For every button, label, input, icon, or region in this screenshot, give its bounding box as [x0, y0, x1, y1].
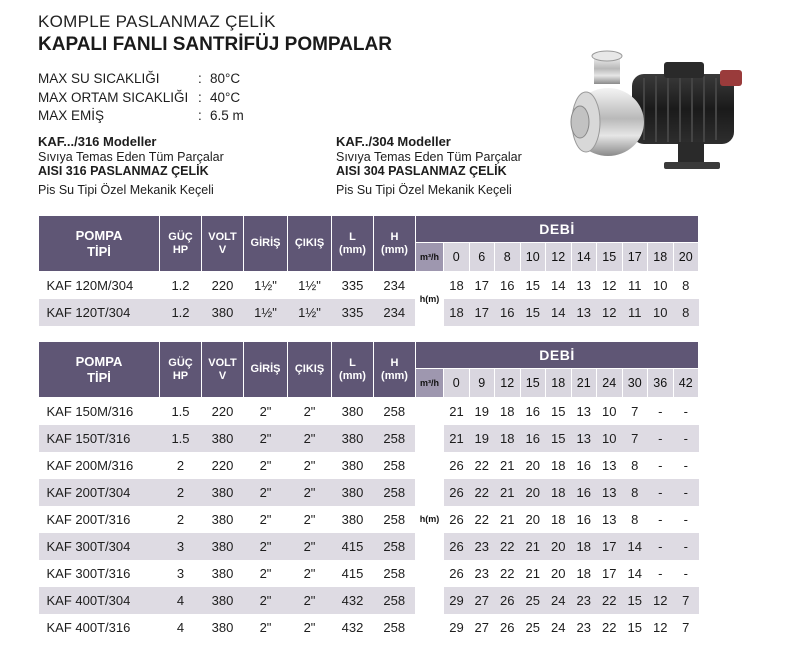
length-cell: 415 [332, 533, 374, 560]
head-value: 14 [622, 533, 648, 560]
head-value: 8 [673, 299, 699, 326]
head-value: 13 [571, 299, 597, 326]
head-unit-label: h(m) [416, 398, 444, 641]
head-value: 22 [469, 452, 495, 479]
table-row [39, 299, 699, 326]
model-cell: KAF 120T/304 [39, 299, 160, 326]
volt-cell: 380 [202, 587, 244, 614]
head-value: 24 [546, 614, 572, 641]
header-text: H [390, 356, 399, 369]
head-value: 22 [469, 506, 495, 533]
model-cell: KAF 200T/304 [39, 479, 160, 506]
height-cell: 258 [374, 452, 416, 479]
length-cell: 432 [332, 587, 374, 614]
head-value: 20 [520, 452, 546, 479]
head-value: 13 [571, 272, 597, 299]
head-value: 13 [571, 398, 597, 425]
head-value: 22 [469, 479, 495, 506]
volt-cell: 380 [202, 560, 244, 587]
head-value: 8 [673, 272, 699, 299]
length-cell: 432 [332, 614, 374, 641]
head-value: - [673, 533, 699, 560]
model-title: KAF../304 Modeller [336, 134, 451, 149]
head-value: - [648, 533, 674, 560]
length-cell: 335 [332, 272, 374, 299]
header-text: HP [172, 243, 189, 256]
inlet-cell: 2" [244, 614, 288, 641]
pump-table-1 [38, 215, 699, 326]
header-text: POMPA [75, 353, 123, 369]
flow-value: 42 [673, 369, 699, 398]
head-value: - [648, 506, 674, 533]
head-value: 10 [597, 425, 623, 452]
column-header-inlet: GİRİŞ [244, 216, 288, 272]
head-value: - [648, 479, 674, 506]
column-header-debi: DEBİ [416, 342, 699, 369]
inlet-cell: 2" [244, 533, 288, 560]
flow-value: 6 [469, 243, 495, 272]
head-value: 7 [673, 587, 699, 614]
flow-value: 21 [571, 369, 597, 398]
flow-value: 12 [495, 369, 521, 398]
column-header-outlet: ÇIKIŞ [288, 216, 332, 272]
head-value: 15 [546, 425, 572, 452]
inlet-cell: 2" [244, 479, 288, 506]
head-value: - [673, 398, 699, 425]
column-header-length [332, 216, 374, 272]
head-value: 22 [597, 587, 623, 614]
head-value: 20 [520, 506, 546, 533]
header-text: GÜÇ [168, 356, 193, 369]
head-value: 13 [597, 452, 623, 479]
header-text: (mm) [381, 243, 408, 256]
spec-list [38, 70, 244, 126]
model-title: KAF.../316 Modeller [38, 134, 157, 149]
outlet-cell: 1½" [288, 272, 332, 299]
head-value: 12 [648, 587, 674, 614]
spec-row [38, 107, 244, 126]
spec-value: 80°C [210, 71, 241, 86]
head-value: 21 [495, 479, 521, 506]
head-value: 21 [520, 560, 546, 587]
head-value: 15 [622, 614, 648, 641]
model-material: AISI 316 PASLANMAZ ÇELİK [38, 164, 209, 178]
column-header-height [374, 216, 416, 272]
head-value: - [673, 506, 699, 533]
flow-value: 20 [673, 243, 699, 272]
inlet-cell: 2" [244, 425, 288, 452]
head-value: 26 [495, 614, 521, 641]
outlet-cell: 2" [288, 560, 332, 587]
model-description: Sıvıya Temas Eden Tüm Parçalar [336, 149, 522, 164]
spec-value: 6.5 m [210, 108, 244, 123]
flow-value: 14 [571, 243, 597, 272]
head-value: 13 [597, 506, 623, 533]
head-value: 22 [495, 560, 521, 587]
pump-image [560, 50, 760, 190]
table-row [39, 425, 699, 452]
model-cell: KAF 150M/316 [39, 398, 160, 425]
outlet-cell: 2" [288, 425, 332, 452]
column-header-outlet: ÇIKIŞ [288, 342, 332, 398]
head-value: 16 [495, 299, 521, 326]
head-value: 10 [648, 299, 674, 326]
spec-label: MAX SU SICAKLIĞI [38, 71, 160, 86]
spec-row [38, 89, 244, 108]
model-info-304 [336, 135, 522, 197]
head-value: 27 [469, 614, 495, 641]
head-value: 13 [571, 425, 597, 452]
outlet-cell: 2" [288, 587, 332, 614]
head-value: 26 [444, 479, 470, 506]
model-description: Sıvıya Temas Eden Tüm Parçalar [38, 149, 224, 164]
flow-value: 30 [622, 369, 648, 398]
outlet-cell: 2" [288, 398, 332, 425]
head-value: 8 [622, 506, 648, 533]
head-value: 8 [622, 479, 648, 506]
volt-cell: 220 [202, 272, 244, 299]
table-row [39, 560, 699, 587]
height-cell: 258 [374, 425, 416, 452]
outlet-cell: 2" [288, 479, 332, 506]
head-value: - [648, 560, 674, 587]
head-value: 21 [495, 452, 521, 479]
head-value: 16 [495, 272, 521, 299]
height-cell: 234 [374, 272, 416, 299]
height-cell: 258 [374, 506, 416, 533]
length-cell: 380 [332, 425, 374, 452]
volt-cell: 220 [202, 452, 244, 479]
inlet-cell: 2" [244, 398, 288, 425]
head-value: - [673, 479, 699, 506]
outlet-cell: 2" [288, 506, 332, 533]
table-row [39, 587, 699, 614]
power-cell: 3 [160, 533, 202, 560]
head-value: 19 [469, 398, 495, 425]
length-cell: 380 [332, 452, 374, 479]
height-cell: 258 [374, 479, 416, 506]
volt-cell: 380 [202, 299, 244, 326]
header-text: L [349, 356, 356, 369]
length-cell: 380 [332, 479, 374, 506]
table-row [39, 506, 699, 533]
head-value: 10 [648, 272, 674, 299]
column-header-model [39, 342, 160, 398]
column-header-inlet: GİRİŞ [244, 342, 288, 398]
head-value: 24 [546, 587, 572, 614]
model-cell: KAF 120M/304 [39, 272, 160, 299]
column-header-model [39, 216, 160, 272]
head-value: 17 [597, 533, 623, 560]
table-row [39, 614, 699, 641]
header-text: V [218, 243, 227, 256]
volt-cell: 220 [202, 398, 244, 425]
head-value: 12 [597, 299, 623, 326]
head-value: 12 [597, 272, 623, 299]
column-header-power [160, 342, 202, 398]
head-value: - [648, 425, 674, 452]
head-value: - [648, 398, 674, 425]
power-cell: 4 [160, 614, 202, 641]
head-value: 16 [571, 452, 597, 479]
spec-separator: : [198, 108, 202, 123]
volt-cell: 380 [202, 425, 244, 452]
head-value: 18 [546, 452, 572, 479]
height-cell: 258 [374, 560, 416, 587]
header-text: (mm) [339, 243, 366, 256]
outlet-cell: 1½" [288, 299, 332, 326]
head-value: 7 [673, 614, 699, 641]
model-cell: KAF 150T/316 [39, 425, 160, 452]
flow-value: 18 [648, 243, 674, 272]
head-value: 12 [648, 614, 674, 641]
head-value: 10 [597, 398, 623, 425]
pump-table-2 [38, 341, 699, 641]
head-value: 15 [546, 398, 572, 425]
column-header-power [160, 216, 202, 272]
catalog-subtitle: KOMPLE PASLANMAZ ÇELİK [38, 12, 276, 31]
flow-value: 12 [546, 243, 572, 272]
head-value: 26 [444, 533, 470, 560]
header-text: (mm) [381, 369, 408, 382]
head-value: 25 [520, 587, 546, 614]
head-value: 29 [444, 587, 470, 614]
head-value: 23 [469, 533, 495, 560]
head-value: 18 [571, 533, 597, 560]
head-value: 18 [546, 506, 572, 533]
header-text: TİPİ [87, 369, 111, 385]
head-value: 16 [520, 398, 546, 425]
head-value: 17 [469, 272, 495, 299]
head-value: 14 [622, 560, 648, 587]
model-cell: KAF 200T/316 [39, 506, 160, 533]
table-row [39, 533, 699, 560]
model-cell: KAF 200M/316 [39, 452, 160, 479]
length-cell: 335 [332, 299, 374, 326]
spec-separator: : [198, 89, 202, 105]
volt-cell: 380 [202, 506, 244, 533]
header-text: (mm) [339, 369, 366, 382]
head-value: 16 [571, 479, 597, 506]
inlet-cell: 2" [244, 587, 288, 614]
spec-label: MAX EMİŞ [38, 108, 105, 123]
flow-value: 17 [622, 243, 648, 272]
head-value: 16 [520, 425, 546, 452]
header-text: TİPİ [87, 243, 111, 259]
outlet-cell: 2" [288, 452, 332, 479]
table-row [39, 272, 699, 299]
length-cell: 380 [332, 398, 374, 425]
head-value: 29 [444, 614, 470, 641]
header-text: GÜÇ [168, 230, 193, 243]
flow-value: 15 [597, 243, 623, 272]
head-value: 26 [495, 587, 521, 614]
inlet-cell: 1½" [244, 272, 288, 299]
length-cell: 380 [332, 506, 374, 533]
head-value: 25 [520, 614, 546, 641]
head-value: 7 [622, 425, 648, 452]
head-value: 8 [622, 452, 648, 479]
table-row [39, 452, 699, 479]
head-value: - [673, 560, 699, 587]
power-cell: 1.2 [160, 272, 202, 299]
length-cell: 415 [332, 560, 374, 587]
flow-value: 15 [520, 369, 546, 398]
volt-cell: 380 [202, 479, 244, 506]
model-seal: Pis Su Tipi Özel Mekanik Keçeli [336, 182, 512, 197]
header-text: VOLT [208, 230, 237, 243]
power-cell: 2 [160, 479, 202, 506]
flow-unit-label: m³/h [416, 369, 444, 398]
header-text: VOLT [208, 356, 237, 369]
table-row [39, 479, 699, 506]
header-text: V [218, 369, 227, 382]
head-value: 27 [469, 587, 495, 614]
spec-label: MAX ORTAM SICAKLIĞI [38, 89, 189, 105]
height-cell: 258 [374, 398, 416, 425]
catalog-title: KAPALI FANLI SANTRİFÜJ POMPALAR [38, 34, 392, 55]
head-value: 17 [597, 560, 623, 587]
head-value: 13 [597, 479, 623, 506]
head-value: 18 [444, 299, 470, 326]
head-value: 17 [469, 299, 495, 326]
spec-separator: : [198, 71, 202, 86]
head-value: 21 [495, 506, 521, 533]
height-cell: 258 [374, 587, 416, 614]
power-cell: 1.2 [160, 299, 202, 326]
volt-cell: 380 [202, 614, 244, 641]
head-value: 23 [571, 614, 597, 641]
spec-row [38, 70, 244, 89]
head-value: 21 [520, 533, 546, 560]
head-value: 11 [622, 272, 648, 299]
model-info-316 [38, 135, 224, 197]
power-cell: 3 [160, 560, 202, 587]
head-value: 20 [546, 560, 572, 587]
height-cell: 258 [374, 614, 416, 641]
head-value: 14 [546, 272, 572, 299]
model-cell: KAF 400T/304 [39, 587, 160, 614]
power-cell: 2 [160, 506, 202, 533]
inlet-cell: 2" [244, 560, 288, 587]
flow-value: 0 [444, 369, 470, 398]
head-value: 11 [622, 299, 648, 326]
column-header-volt [202, 342, 244, 398]
head-value: 26 [444, 506, 470, 533]
head-value: 22 [495, 533, 521, 560]
head-value: 18 [495, 398, 521, 425]
power-cell: 1.5 [160, 398, 202, 425]
head-value: 26 [444, 452, 470, 479]
head-value: 26 [444, 560, 470, 587]
head-value: 20 [520, 479, 546, 506]
model-cell: KAF 300T/316 [39, 560, 160, 587]
header-text: H [390, 230, 399, 243]
head-value: 18 [571, 560, 597, 587]
flow-value: 8 [495, 243, 521, 272]
head-value: 21 [444, 425, 470, 452]
head-value: 22 [597, 614, 623, 641]
header-text: HP [172, 369, 189, 382]
column-header-length [332, 342, 374, 398]
head-value: 20 [546, 533, 572, 560]
head-value: - [648, 452, 674, 479]
head-value: 7 [622, 398, 648, 425]
column-header-debi: DEBİ [416, 216, 699, 243]
flow-value: 24 [597, 369, 623, 398]
head-value: - [673, 452, 699, 479]
flow-value: 0 [444, 243, 470, 272]
head-value: 23 [469, 560, 495, 587]
head-value: 18 [495, 425, 521, 452]
power-cell: 4 [160, 587, 202, 614]
column-header-volt [202, 216, 244, 272]
head-value: 18 [546, 479, 572, 506]
head-value: 15 [622, 587, 648, 614]
inlet-cell: 1½" [244, 299, 288, 326]
outlet-cell: 2" [288, 614, 332, 641]
spec-value: 40°C [210, 89, 241, 105]
table-row [39, 398, 699, 425]
flow-value: 10 [520, 243, 546, 272]
head-value: 19 [469, 425, 495, 452]
volt-cell: 380 [202, 533, 244, 560]
model-cell: KAF 300T/304 [39, 533, 160, 560]
header-text: POMPA [75, 227, 123, 243]
head-unit-label: h(m) [416, 272, 444, 326]
head-value: 16 [571, 506, 597, 533]
head-value: 14 [546, 299, 572, 326]
head-value: 23 [571, 587, 597, 614]
height-cell: 258 [374, 533, 416, 560]
height-cell: 234 [374, 299, 416, 326]
head-value: 18 [444, 272, 470, 299]
outlet-cell: 2" [288, 533, 332, 560]
flow-unit-label: m³/h [416, 243, 444, 272]
head-value: 15 [520, 272, 546, 299]
flow-value: 18 [546, 369, 572, 398]
column-header-height [374, 342, 416, 398]
inlet-cell: 2" [244, 506, 288, 533]
flow-value: 9 [469, 369, 495, 398]
head-value: 15 [520, 299, 546, 326]
flow-value: 36 [648, 369, 674, 398]
header-text: L [349, 230, 356, 243]
model-cell: KAF 400T/316 [39, 614, 160, 641]
head-value: - [673, 425, 699, 452]
model-seal: Pis Su Tipi Özel Mekanik Keçeli [38, 182, 214, 197]
power-cell: 2 [160, 452, 202, 479]
model-material: AISI 304 PASLANMAZ ÇELİK [336, 164, 507, 178]
head-value: 21 [444, 398, 470, 425]
inlet-cell: 2" [244, 452, 288, 479]
power-cell: 1.5 [160, 425, 202, 452]
